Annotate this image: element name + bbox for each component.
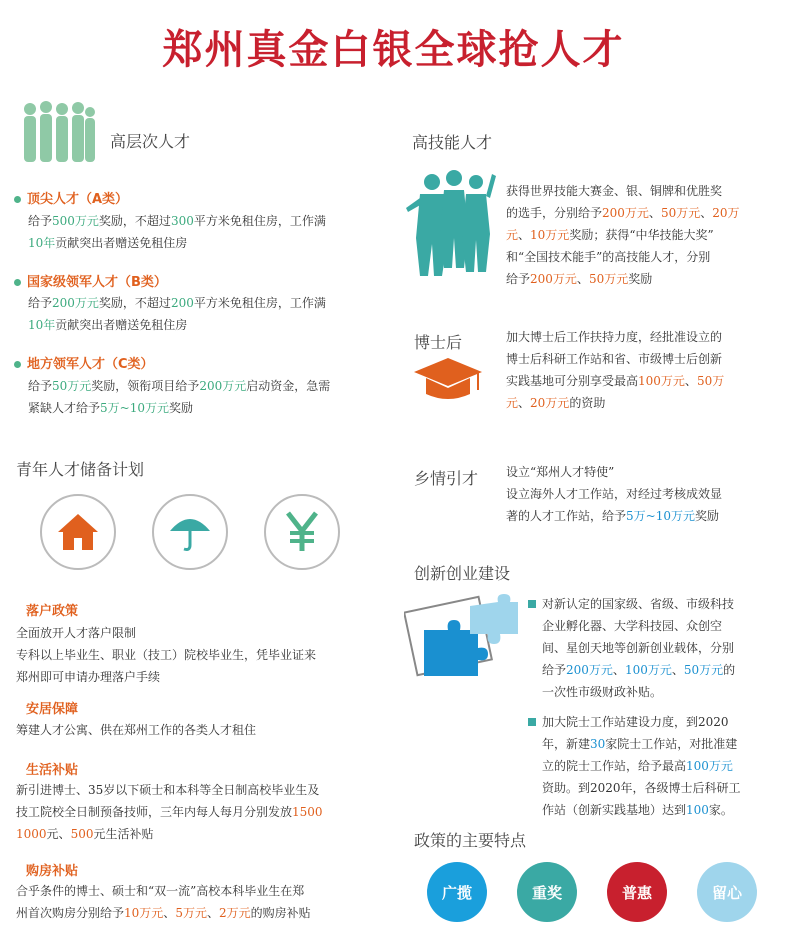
tier-c-text: 给予50万元奖励，领衔项目给予200万元启动资金，急需 紧缺人才给予5万~10万元奖励 — [28, 379, 331, 415]
innovation-p1: 对新认定的国家级、省级、市级科技 企业孵化器、大学科技园、众创空 间、星创天地等创新创业载体，分别 给予200万元、100万元、50万元的 一次性市级财政补贴。 — [528, 593, 778, 703]
postdoc-heading: 博士后 — [414, 333, 463, 352]
youth-heading: 青年人才储备计划 — [16, 460, 145, 479]
page-title: 郑州真金白银全球抢人才 — [162, 26, 625, 73]
innovation-p2: 加大院士工作站建设力度，到2020 年，新建30家院士工作站，对批准建 立的院士工作站，给予最高100万元 资助。到2020年，各级博士后科研工 作站（创新实践基地）达到100家。 — [528, 711, 778, 821]
hukou-label: 落户政策 — [26, 604, 79, 619]
purchase-text: 合乎条件的博士、硕士和“双一流”高校本科毕业生在郑 州首次购房分别给予10万元、5万元、2万元的购房补贴 — [16, 884, 311, 920]
tier-a-text: 给予500万元奖励，不超过300平方米免租住房，工作满 10年贡献突出者赠送免租住房 — [28, 214, 326, 250]
tier-c-label: 地方领军人才（C类） — [14, 353, 154, 372]
skilled-heading: 高技能人才 — [412, 133, 493, 152]
tier-b-label: 国家级领军人才（B类） — [14, 271, 167, 290]
feature-badge-3: 普惠 — [607, 862, 667, 922]
hukou-text: 全面放开人才落户限制 专科以上毕业生、职业（技工）院校毕业生，凭毕业证来 郑州即可申请办理落户手续 — [16, 626, 317, 684]
living-text: 新引进博士、35岁以下硕士和本科等全日制高校毕业生及 技工院校全日制预备技师，三年内每人每月分别发放1500 1000元、500元生活补贴 — [16, 783, 323, 841]
features-heading: 政策的主要特点 — [414, 831, 527, 850]
housing-text: 筹建人才公寓、供在郑州工作的各类人才租住 — [16, 723, 257, 737]
puzzle-icon — [404, 594, 524, 680]
postdoc-text: 加大博士后工作扶持力度，经批准设立的 博士后科研工作站和省、市级博士后创新 实践基地可分别享受最高100万元、50万 元、20万元的资助 — [506, 330, 725, 410]
skilled-workers-icon — [402, 168, 498, 278]
yuan-icon — [264, 494, 340, 570]
graduation-cap-icon — [412, 356, 484, 404]
purchase-label: 购房补贴 — [26, 864, 79, 879]
feature-badge-1: 广揽 — [427, 862, 487, 922]
feature-badge-2: 重奖 — [517, 862, 577, 922]
umbrella-icon — [152, 494, 228, 570]
hometown-text: 设立“郑州人才特使” 设立海外人才工作站，对经过考核成效显 著的人才工作站，给予5万~10万元奖励 — [506, 465, 723, 523]
living-label: 生活补贴 — [26, 763, 79, 778]
tier-b-text: 给予200万元奖励，不超过200平方米免租住房，工作满 10年贡献突出者赠送免租住房 — [28, 296, 326, 332]
feature-badge-4: 留心 — [697, 862, 757, 922]
housing-label: 安居保障 — [26, 702, 79, 717]
skilled-text: 获得世界技能大赛金、银、铜牌和优胜奖 的选手，分别给予200万元、50万元、20万 元、10万元奖励；获得“中华技能大奖” 和“全国技术能手”的高技能人才，分别 给予200万元、50万元奖励 — [506, 184, 740, 286]
innovation-heading: 创新创业建设 — [414, 564, 511, 583]
tier-a-label: 顶尖人才（A类） — [14, 188, 128, 207]
high-level-heading: 高层次人才 — [110, 132, 191, 151]
people-group-icon — [20, 100, 96, 164]
hometown-heading: 乡情引才 — [414, 469, 479, 488]
house-icon — [40, 494, 116, 570]
